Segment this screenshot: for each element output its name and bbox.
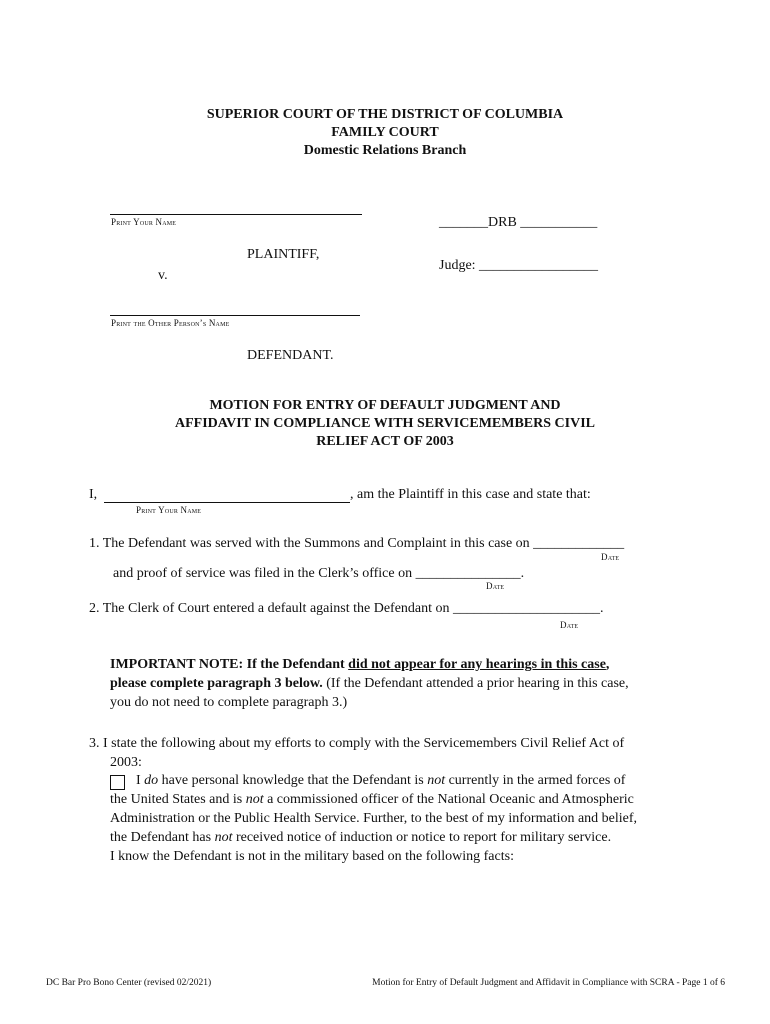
option1-line3: Administration or the Public Health Service. Further, to the best of my information and belief, (110, 811, 638, 826)
option1-line2: the United States and is not a commissioned officer of the National Oceanic and Atmospheric (110, 792, 634, 807)
item1-served-text[interactable]: 1. The Defendant was served with the Summons and Complaint in this case on _____________ (89, 536, 625, 551)
print-your-name-caption: Print Your Name (111, 217, 177, 227)
important-note-line1 (110, 657, 609, 673)
footer-right: Motion for Entry of Default Judgment and Affidavit in Compliance with SCRA - Page 1 of 6 (372, 978, 725, 988)
item1-proof-date-caption: Date (486, 581, 505, 591)
item2-date-caption: Date (560, 620, 579, 630)
motion-title-line1: MOTION FOR ENTRY OF DEFAULT JUDGMENT AND (209, 398, 561, 413)
important-note-lead-end: , (605, 657, 610, 672)
versus-label: v. (158, 268, 168, 283)
drb-case-number[interactable]: _______DRB ___________ (439, 215, 598, 230)
court-name: SUPERIOR COURT OF THE DISTRICT OF COLUMBIA (206, 107, 564, 122)
important-note-line2 (110, 676, 629, 692)
important-note-bold: please complete paragraph 3 below. (110, 676, 323, 691)
intro-suffix: , am the Plaintiff in this case and state that: (350, 487, 591, 502)
court-division: FAMILY COURT (331, 125, 439, 140)
item2-default-text[interactable]: 2. The Clerk of Court entered a default against the Defendant on _____________________. (89, 601, 604, 616)
important-note-underlined: did not appear for any hearings in this case (348, 657, 606, 672)
option1-line1: I do have personal knowledge that the Defendant is not currently in the armed forces of (136, 773, 626, 788)
item1-proof-text[interactable]: and proof of service was filed in the Clerk’s office on _______________. (113, 566, 525, 581)
intro-name-line[interactable] (104, 502, 350, 503)
important-note-rest: (If the Defendant attended a prior hearing in this case, (322, 676, 629, 691)
court-branch: Domestic Relations Branch (303, 143, 467, 158)
para3-line1: 3. I state the following about my efforts to comply with the Servicemembers Civil Relief Act of (89, 736, 625, 751)
important-note-line3: you do not need to complete paragraph 3.) (110, 695, 348, 710)
defendant-label: DEFENDANT. (247, 348, 334, 363)
defendant-name-line[interactable] (110, 315, 360, 316)
print-other-name-caption: Print the Other Person’s Name (111, 318, 230, 328)
not-in-military-checkbox[interactable] (110, 775, 125, 790)
footer-left: DC Bar Pro Bono Center (revised 02/2021) (46, 978, 212, 988)
option1-line4: the Defendant has not received notice of induction or notice to report for military service. (110, 830, 612, 845)
option1-line5: I know the Defendant is not in the military based on the following facts: (110, 849, 514, 864)
intro-prefix: I, (89, 487, 98, 502)
motion-title-line3: RELIEF ACT OF 2003 (316, 434, 454, 449)
intro-name-caption: Print Your Name (136, 505, 202, 515)
motion-title-line2: AFFIDAVIT IN COMPLIANCE WITH SERVICEMEMBERS CIVIL (175, 416, 595, 431)
important-note-lead: IMPORTANT NOTE: If the Defendant (110, 657, 349, 672)
para3-line2: 2003: (110, 755, 142, 770)
item1-date-caption: Date (601, 552, 620, 562)
judge-field[interactable]: Judge: _________________ (439, 258, 599, 273)
plaintiff-name-line[interactable] (110, 214, 362, 215)
plaintiff-label: PLAINTIFF, (247, 247, 320, 262)
